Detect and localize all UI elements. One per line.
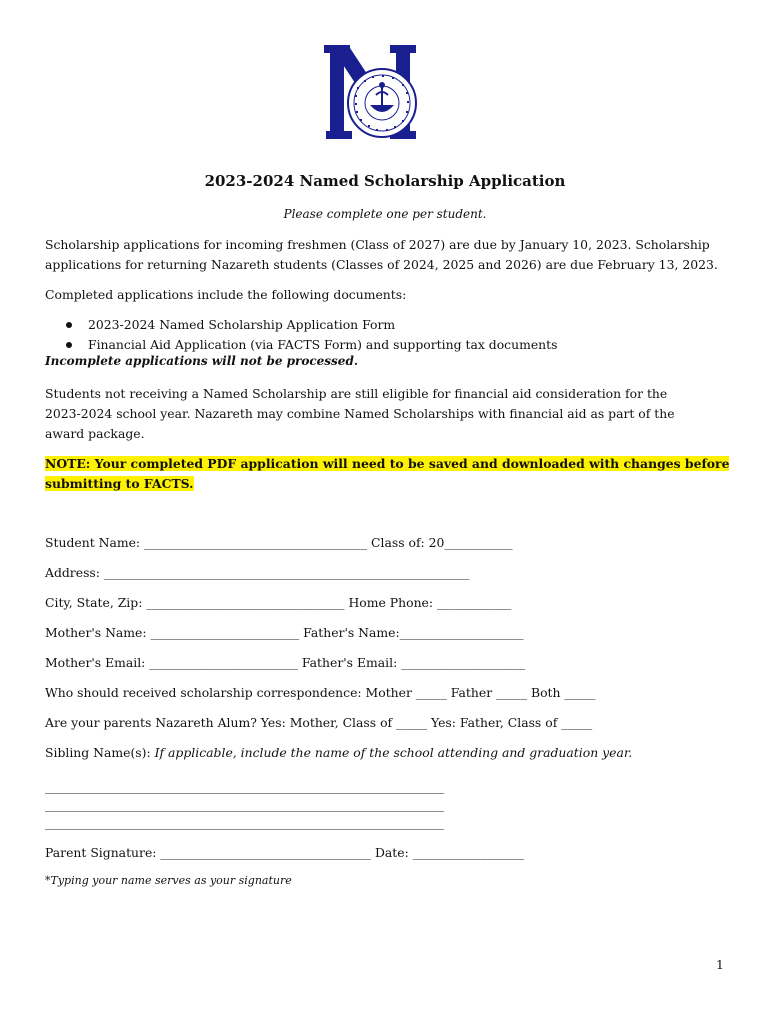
sibling-lines[interactable] [45,778,444,832]
list-item [66,315,557,335]
signature-field[interactable]: Parent Signature: __________________________________ Date: __________________ [45,845,525,860]
sibling-hint: If applicable, include the name of the school attending and graduation year. [154,745,633,760]
bullet-icon [66,322,72,328]
documents-list [66,315,557,355]
alum-field[interactable]: Are your parents Nazareth Alum? Yes: Mother, Class of _____ Yes: Father, Class of _____ [45,715,593,730]
sibling-line[interactable]: ______________________________________________________________________ [45,815,444,830]
highlighted-note [45,454,729,494]
list-item [66,335,557,355]
eligibility-line: award package. [45,426,145,441]
intro-paragraph [45,235,725,275]
parents-names-field[interactable]: Mother's Name: ________________________ Father's Name:____________________ [45,625,524,640]
signature-note: *Typing your name serves as your signature [45,874,292,887]
eligibility-line: 2023-2024 school year. Nazareth may combine Named Scholarships with financial aid as part of the [45,406,675,421]
page-subtitle: Please complete one per student. [283,207,487,221]
nazareth-academy-logo [320,43,422,143]
intro-line: Scholarship applications for incoming freshmen (Class of 2027) are due by January 10, 2023. Scholarship [45,237,710,252]
address-field[interactable]: Address: ___________________________________________________________ [45,565,470,580]
student-name-field[interactable]: Student Name: ____________________________________ Class of: 20___________ [45,535,513,550]
eligibility-line: Students not receiving a Named Scholarship are still eligible for financial aid consideration for the [45,386,668,401]
intro-line: applications for returning Nazareth students (Classes of 2024, 2025 and 2026) are due February 13, 2023. [45,257,718,272]
incomplete-warning: Incomplete applications will not be processed. [45,354,359,368]
city-phone-field[interactable]: City, State, Zip: ________________________________ Home Phone: ____________ [45,595,512,610]
page-title: 2023-2024 Named Scholarship Application [204,172,566,190]
correspondence-field[interactable]: Who should received scholarship correspondence: Mother _____ Father _____ Both _____ [45,685,596,700]
sibling-line[interactable]: ______________________________________________________________________ [45,797,444,812]
sibling-line[interactable]: ______________________________________________________________________ [45,779,444,794]
note-line: submitting to FACTS. [45,476,194,491]
sibling-label-row [45,745,632,760]
list-item-text: 2023-2024 Named Scholarship Application Form [88,317,396,332]
eligibility-paragraph [45,384,725,444]
sibling-label: Sibling Name(s): [45,745,155,760]
parents-emails-field[interactable]: Mother's Email: ________________________ Father's Email: ____________________ [45,655,526,670]
documents-lead: Completed applications include the following documents: [45,287,407,302]
list-item-text: Financial Aid Application (via FACTS Form) and supporting tax documents [88,337,558,352]
note-line: NOTE: Your completed PDF application will need to be saved and downloaded with changes before [45,456,730,471]
bullet-icon [66,342,72,348]
page-number: 1 [716,957,724,972]
